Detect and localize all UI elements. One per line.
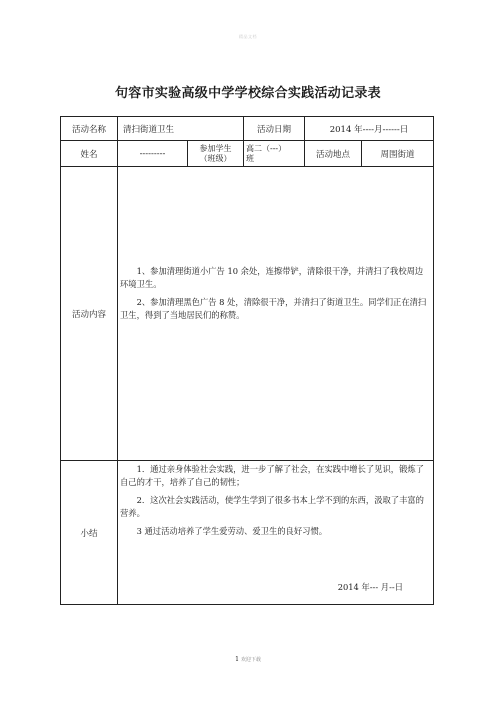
summary-date: 2014 年--- 月--日	[337, 581, 404, 592]
activity-record-table	[60, 116, 434, 605]
summary-paragraph-1: 1．通过亲身体验社会实践，进一步了解了社会，在实践中增长了见识，锻炼了自己的才干，培养了自己的韧性；	[120, 464, 424, 487]
page-footer-note: 欢迎下载	[240, 657, 261, 663]
location-value: 周围街道	[362, 141, 434, 167]
table-row	[61, 117, 434, 141]
summary-cell	[118, 461, 434, 605]
activity-name-label: 活动名称	[61, 117, 118, 141]
activity-name-value: 清扫街道卫生	[118, 117, 244, 141]
page-footer	[0, 656, 496, 663]
content-paragraph-1: 1、参加清理街道小广告 10 余处，连擦带铲，清除很干净，并清扫了我校周边环境卫生。	[120, 266, 424, 289]
class-value-line1: 高二（---）	[246, 143, 287, 153]
page-number: 1	[235, 656, 239, 663]
table-row	[61, 167, 434, 461]
participant-label-line2: （班级）	[199, 153, 232, 163]
content-label: 活动内容	[61, 167, 118, 461]
activity-date-value: 2014 年----月------日	[305, 117, 434, 141]
content-paragraph-2: 2、参加清理黑色广告 8 处，清除很干净，并清扫了街道卫生。同学们正在清扫卫生，得到了当地居民们的称赞。	[120, 297, 427, 320]
document-title: 句容市实验高级中学学校综合实践活动记录表	[114, 86, 381, 101]
participant-class-label	[188, 141, 244, 167]
summary-label: 小结	[61, 461, 118, 605]
table-row	[61, 141, 434, 167]
participant-label-line1: 参加学生	[199, 143, 232, 153]
class-value-line2: 班	[246, 153, 255, 163]
location-label: 活动地点	[305, 141, 362, 167]
summary-paragraph-3: 3 通过活动培养了学生爱劳动、爱卫生的良好习惯。	[136, 526, 328, 536]
name-value: ---------	[118, 141, 188, 167]
name-label: 姓名	[61, 141, 118, 167]
table-row	[61, 461, 434, 605]
content-cell	[118, 167, 434, 461]
activity-date-label: 活动日期	[244, 117, 305, 141]
class-value	[244, 141, 305, 167]
summary-paragraph-2: 2．这次社会实践活动，使学生学到了很多书本上学不到的东西，汲取了丰富的营养。	[120, 495, 424, 518]
header-watermark: 精品文档	[239, 34, 257, 39]
